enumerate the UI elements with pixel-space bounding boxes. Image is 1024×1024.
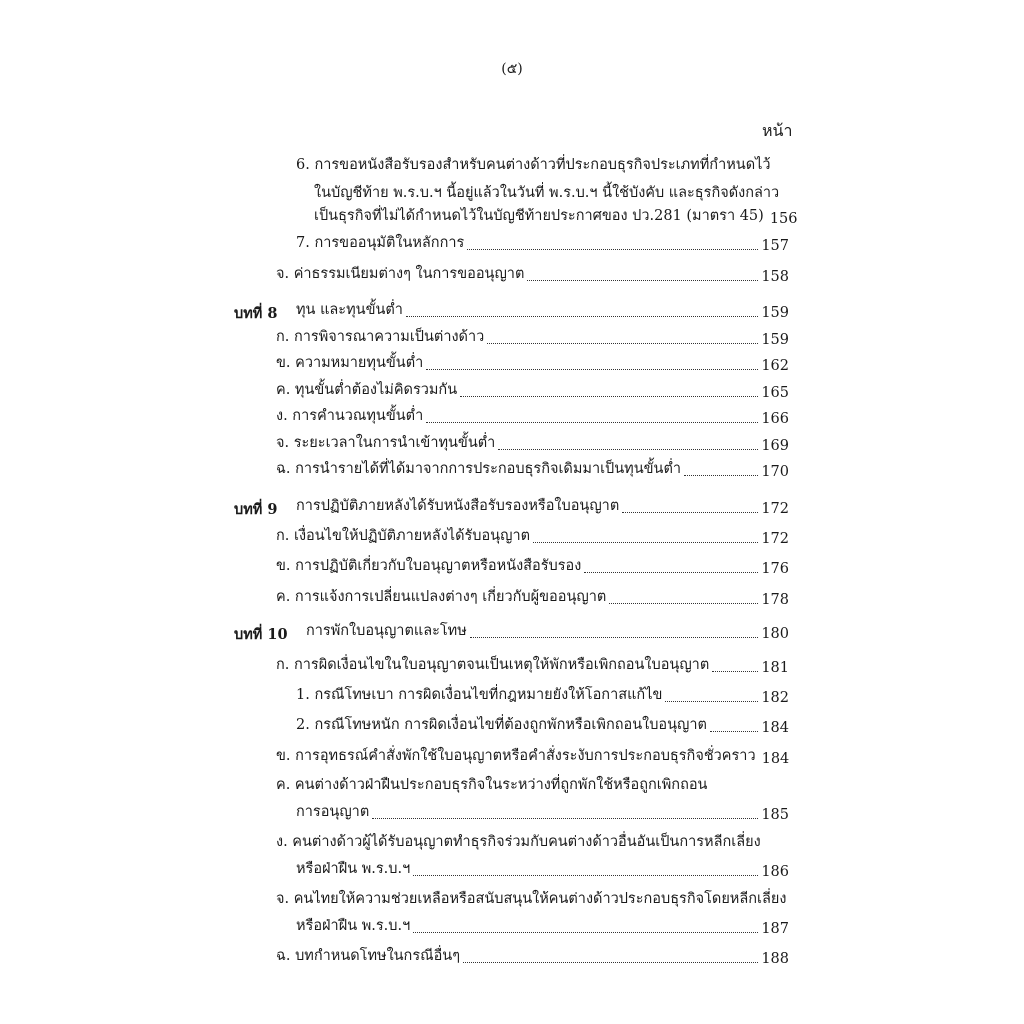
toc-entry-text: ค. ทุนขั้นต่ำต้องไม่คิดรวมกัน [276,382,458,398]
toc-entry [276,555,789,577]
toc-page-number: 158 [761,269,789,285]
leader-dots [413,920,758,933]
toc-entry [296,714,789,736]
toc-entry-text: หรือฝ่าฝืน พ.ร.บ.ฯ [296,918,411,934]
toc-page-number: 165 [761,385,789,401]
toc-page-number: 178 [761,592,789,608]
leader-dots [710,719,758,732]
toc-entry-text: ข. การปฏิบัติเกี่ยวกับใบอนุญาตหรือหนังสือรับรอง [276,558,582,574]
toc-entry-text: ก. การพิจารณาความเป็นต่างด้าว [276,329,485,345]
toc-entry-text: ทุน และทุนขั้นต่ำ [296,302,403,318]
toc-page-number: 156 [769,211,798,227]
toc-entry-text: 1. กรณีโทษเบา การผิดเงื่อนไขที่กฎหมายยังให้โอกาสแก้ไข [296,687,663,703]
leader-dots [684,463,758,476]
chapter-label: บทที่ 8 [234,305,278,322]
toc-entry-text: 6. การขอหนังสือรับรองสำหรับคนต่างด้าวที่ประกอบธุรกิจประเภทที่กำหนดไว้ [296,157,771,173]
toc-chapter-entry [306,620,789,642]
toc-page-number: 162 [761,358,789,374]
toc-entry [296,684,789,706]
page-number: (๕) [501,61,523,77]
toc-chapter-entry [296,495,789,517]
toc-entry-text: จ. ค่าธรรมเนียมต่างๆ ในการขออนุญาต [276,266,525,282]
leader-dots [487,331,758,344]
toc-entry [276,654,789,676]
leader-dots [467,237,758,250]
leader-dots [527,268,758,281]
toc-entry-text: 7. การขออนุมัติในหลักการ [296,235,465,251]
leader-dots [460,384,758,397]
leader-dots [533,530,758,543]
toc-entry-text: ข. การอุทธรณ์คำสั่งพักใช้ใบอนุญาตหรือคำสั่งระงับการประกอบธุรกิจชั่วคราว [276,748,756,764]
toc-entry-text: การปฏิบัติภายหลังได้รับหนังสือรับรองหรือใบอนุญาต [296,498,620,514]
toc-page-number: 172 [761,531,789,547]
toc-entry-text: ง. คนต่างด้าวผู้ได้รับอนุญาตทำธุรกิจร่วมกับคนต่างด้าวอื่นอันเป็นการหลีกเลี่ยง [276,834,761,850]
toc-entry [276,432,789,454]
toc-entry [296,801,789,823]
toc-entry-text: จ. ระยะเวลาในการนำเข้าทุนขั้นต่ำ [276,435,496,451]
toc-page-number: 176 [761,561,789,577]
toc-entry [296,915,789,937]
toc-entry [296,232,789,254]
toc-entry [296,858,789,880]
toc-entry [276,945,789,967]
toc-entry [276,586,789,608]
toc-entry-text: ฉ. บทกำหนดโทษในกรณีอื่นๆ [276,948,460,964]
toc-entry-text: ก. การผิดเงื่อนไขในใบอนุญาตจนเป็นเหตุให้พักหรือเพิกถอนใบอนุญาต [276,657,710,673]
chapter-label: บทที่ 10 [234,626,288,643]
toc-page-number: 172 [761,501,789,517]
leader-dots [426,357,758,370]
leader-dots [413,863,758,876]
toc-page-number: 182 [761,690,789,706]
toc-entry-text: ค. คนต่างด้าวฝ่าฝืนประกอบธุรกิจในระหว่างที่ถูกพักใช้หรือถูกเพิกถอน [276,777,708,793]
toc-entry-text: หรือฝ่าฝืน พ.ร.บ.ฯ [296,861,411,877]
toc-page-number: 184 [761,751,790,767]
toc-page-number: 181 [761,660,789,676]
toc-entry-text: 2. กรณีโทษหนัก การผิดเงื่อนไขที่ต้องถูกพักหรือเพิกถอนใบอนุญาต [296,717,707,733]
leader-dots [463,950,758,963]
toc-page-number: 180 [761,626,789,642]
toc-entry [276,352,789,374]
toc-page-number: 184 [761,720,789,736]
leader-dots [426,410,758,423]
toc-entry-text: จ. คนไทยให้ความช่วยเหลือหรือสนับสนุนให้คนต่างด้าวประกอบธุรกิจโดยหลีกเลี่ยง [276,891,787,907]
toc-entry [276,263,789,285]
toc-entry-text: การพักใบอนุญาตและโทษ [306,623,467,639]
toc-entry [276,379,789,401]
toc-entry-text: การอนุญาต [296,804,370,820]
toc-page-number: 186 [761,864,789,880]
toc-page-number: 187 [761,921,789,937]
toc-entry [276,326,789,348]
toc-entry-text: ข. ความหมายทุนขั้นต่ำ [276,355,424,371]
leader-dots [665,689,758,702]
leader-dots [712,659,758,672]
toc-page-number: 159 [761,305,789,321]
leader-dots [372,806,758,819]
leader-dots [622,500,758,513]
leader-dots [406,304,758,317]
toc-page-number: 170 [761,464,789,480]
toc-entry [314,205,798,227]
toc-entry-text: ฉ. การนำรายได้ที่ได้มาจากการประกอบธุรกิจเดิมมาเป็นทุนขั้นต่ำ [276,461,682,477]
toc-entry [276,525,789,547]
toc-entry-text: ในบัญชีท้าย พ.ร.บ.ฯ นี้อยู่แล้วในวันที่ พ.ร.บ.ฯ นี้ใช้บังคับ และธุรกิจดังกล่าว [314,185,780,201]
toc-page-number: 185 [761,807,789,823]
toc-entry-text: ง. การคำนวณทุนขั้นต่ำ [276,408,424,424]
toc-entry [276,405,789,427]
toc-entry-text: เป็นธุรกิจที่ไม่ได้กำหนดไว้ในบัญชีท้ายประกาศของ ปว.281 (มาตรา 45) [314,208,764,224]
toc-entry [276,458,789,480]
toc-page-number: 188 [761,951,789,967]
toc-page-number: 169 [761,438,789,454]
leader-dots [498,437,758,450]
toc-entry [276,745,789,767]
leader-dots [584,560,758,573]
leader-dots [470,625,759,638]
toc-page-number: 159 [761,332,789,348]
toc-entry-text: ก. เงื่อนไขให้ปฏิบัติภายหลังได้รับอนุญาต [276,528,531,544]
toc-chapter-entry [296,299,789,321]
page-column-header: หน้า [762,121,793,140]
chapter-label: บทที่ 9 [234,501,278,518]
toc-entry-text: ค. การแจ้งการเปลี่ยนแปลงต่างๆ เกี่ยวกับผู้ขออนุญาต [276,589,607,605]
toc-page-number: 157 [761,238,789,254]
leader-dots [609,591,758,604]
toc-page-number: 166 [761,411,789,427]
